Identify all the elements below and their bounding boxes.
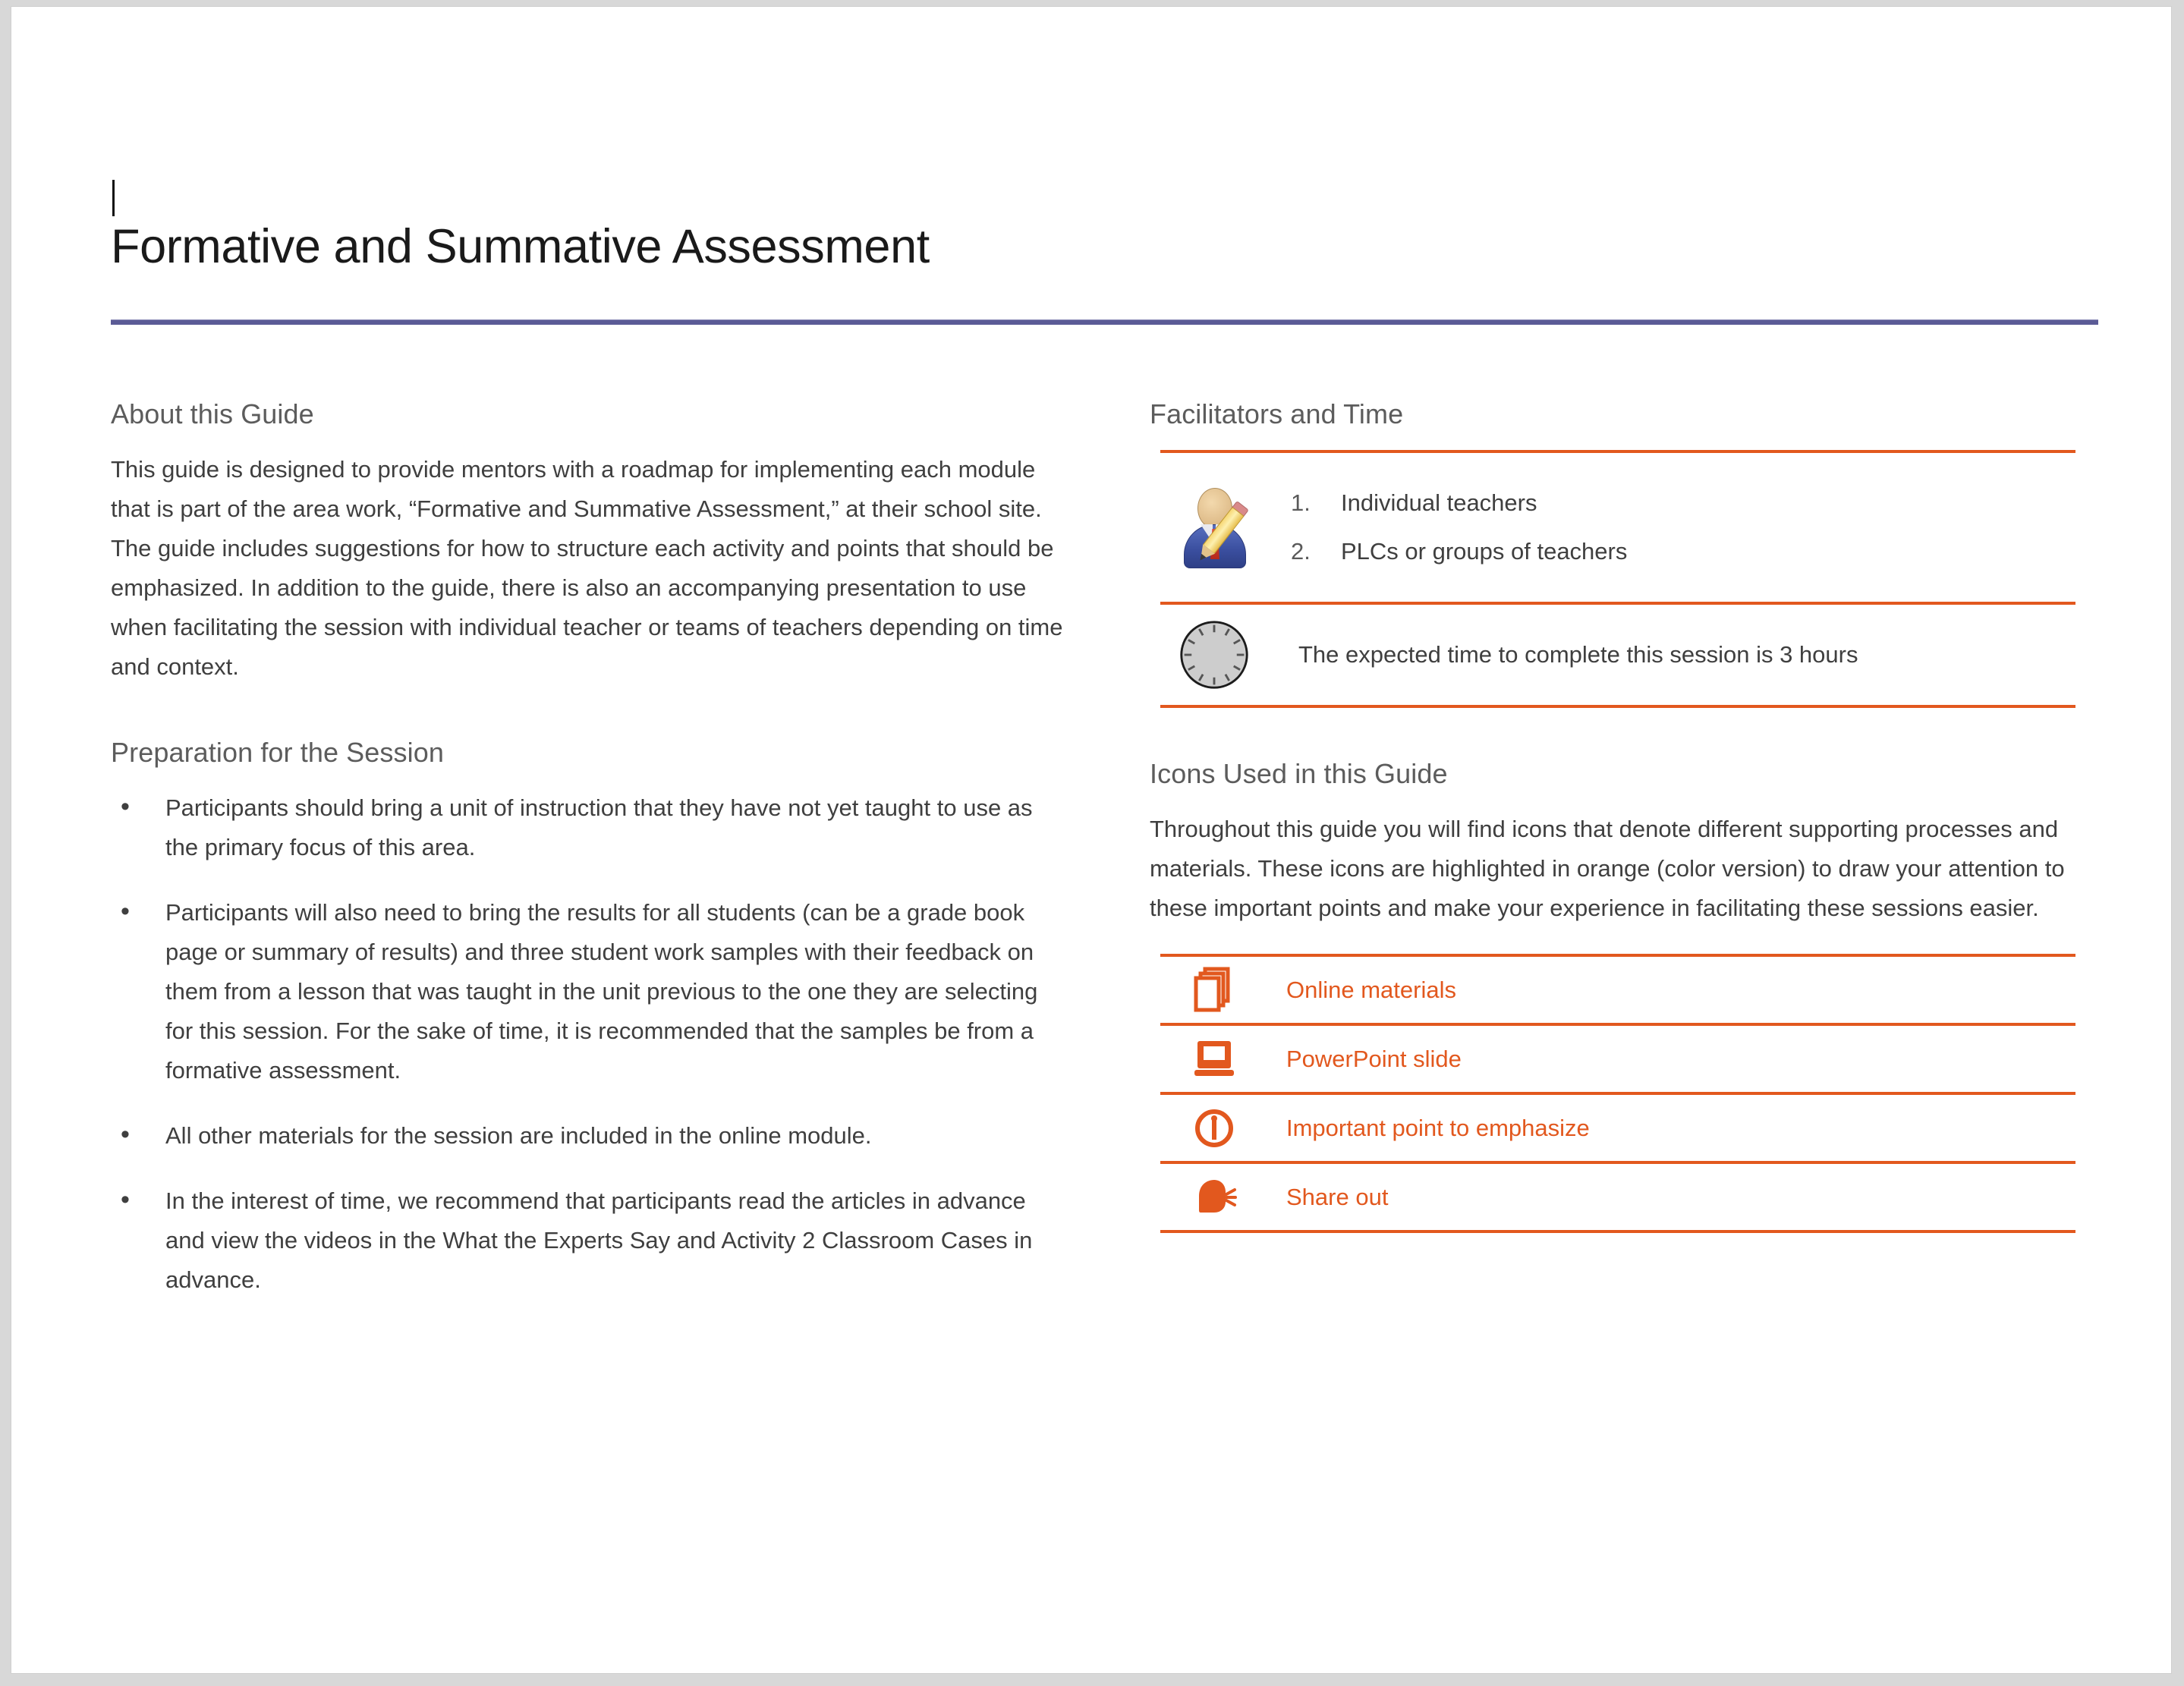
table-row xyxy=(1160,453,2075,605)
facilitators-heading: Facilitators and Time xyxy=(1150,398,1404,429)
table-row xyxy=(1160,1164,2075,1233)
list-item-number: 1. xyxy=(1291,489,1311,516)
table-row xyxy=(1160,1026,2075,1095)
clock-face xyxy=(1178,618,1251,691)
clock-icon xyxy=(1160,618,1268,691)
list-item: • Participants should bring a unit of instruction that they have not yet taught to use as the primary focus of this area. xyxy=(111,788,1063,867)
facilitators-table xyxy=(1160,450,2075,708)
list-item-label: PLCs or groups of teachers xyxy=(1341,538,1628,565)
legend-label: PowerPoint slide xyxy=(1286,1045,1462,1072)
laptop-slide-icon xyxy=(1160,1035,1268,1084)
facilitators-and-time-section xyxy=(1150,398,2098,708)
left-column xyxy=(111,398,1063,1300)
page-title: Formative and Summative Assessment xyxy=(111,220,930,273)
list-item: • In the interest of time, we recommend that participants read the articles in advance and view the videos in the What the Experts Say and Activity 2 Classroom Cases in advance. xyxy=(111,1181,1063,1300)
icons-used-section xyxy=(1150,758,2098,1233)
teacher-with-pencil-icon xyxy=(1160,485,1268,570)
speaking-head-icon xyxy=(1160,1173,1268,1222)
icons-guide-heading: Icons Used in this Guide xyxy=(1150,758,1448,789)
list-item-number: 2. xyxy=(1291,538,1311,565)
table-row xyxy=(1160,605,2075,708)
title-divider xyxy=(111,319,2098,325)
table-row xyxy=(1160,1095,2075,1164)
legend-label: Online materials xyxy=(1286,976,1456,1003)
about-heading: About this Guide xyxy=(111,398,314,429)
preparation-section xyxy=(111,737,1063,1300)
expected-time-text: The expected time to complete this session is 3 hours xyxy=(1298,641,1858,668)
list-item: • All other materials for the session are included in the online module. xyxy=(111,1116,1063,1156)
list-item xyxy=(1268,483,2075,523)
list-item-label: Individual teachers xyxy=(1341,489,1537,516)
preparation-bullet-list xyxy=(111,788,1063,1300)
audience-list xyxy=(1268,483,2075,571)
icons-guide-paragraph: Throughout this guide you will find icons that denote different supporting processes and materials. These icons are highlighted in orange (color version) to draw your attention to these important points and make your experience in facilitating these sessions easier. xyxy=(1150,816,2065,921)
right-column xyxy=(1150,398,2098,1233)
legend-label: Share out xyxy=(1286,1183,1389,1210)
icon-legend-table xyxy=(1160,954,2075,1233)
audience-list-cell xyxy=(1268,474,2075,580)
section-spacer xyxy=(1150,708,2098,758)
section-spacer xyxy=(111,687,1063,737)
expected-time-cell xyxy=(1268,641,2075,668)
about-paragraph: This guide is designed to provide mentors with a roadmap for implementing each module that is part of the area work, “Formative and Summative Assessment,” at their school site. The guide includes suggestions for how to structure each activity and points that should be emphasized. In addition to the guide, there is also an accompanying presentation to use when facilitating the session with individual teacher or teams of teachers depending on time and context. xyxy=(111,456,1063,680)
text-cursor-caret xyxy=(112,180,115,216)
title-block xyxy=(111,180,2099,273)
legend-label: Important point to emphasize xyxy=(1286,1114,1590,1141)
list-item xyxy=(1268,532,2075,571)
exclamation-circle-icon xyxy=(1160,1104,1268,1153)
preparation-heading: Preparation for the Session xyxy=(111,737,444,768)
table-row xyxy=(1160,957,2075,1026)
about-this-guide-section xyxy=(111,398,1063,687)
document-page xyxy=(11,6,2172,1674)
stacked-pages-icon xyxy=(1160,966,1268,1014)
list-item: • Participants will also need to bring the results for all students (can be a grade book page or summary of results) and three student work samples with their feedback on them from a lesson that was taught in the unit previous to the one they are selecting for this session. For the sake of time, it is recommended that the samples be from a formative assessment. xyxy=(111,893,1063,1090)
